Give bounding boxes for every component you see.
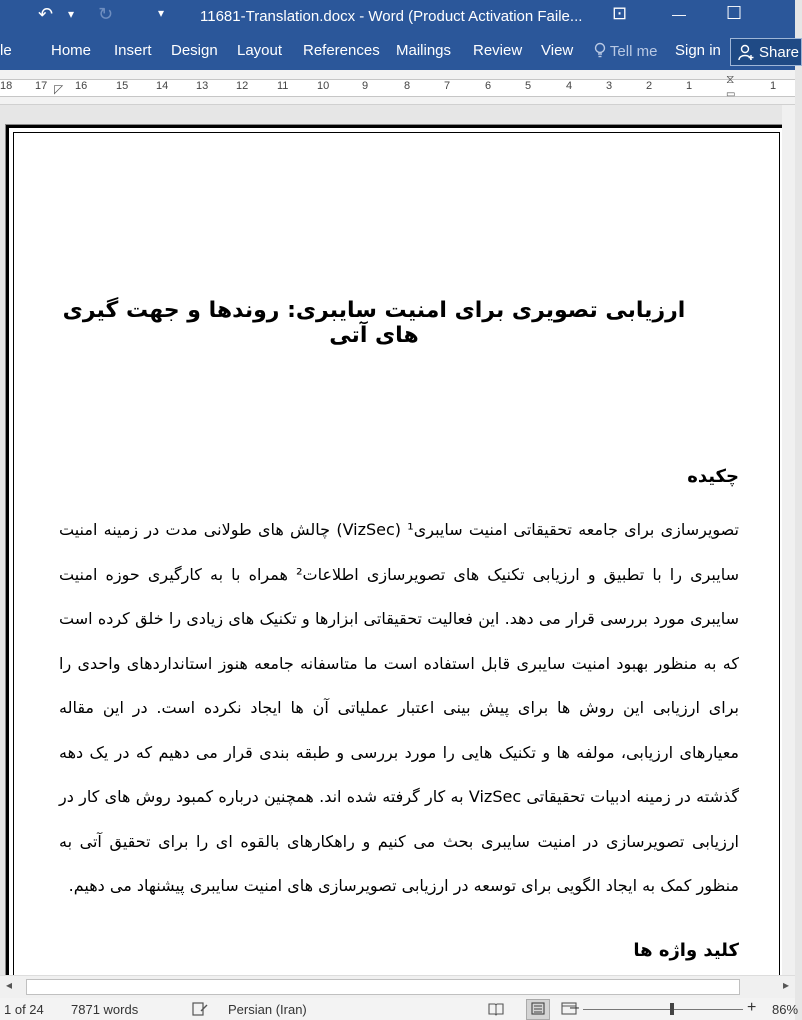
scroll-left-icon[interactable]: ◂	[6, 978, 13, 992]
minimize-icon[interactable]: —	[672, 6, 686, 22]
lightbulb-icon	[594, 42, 606, 58]
language-indicator[interactable]: Persian (Iran)	[228, 1002, 307, 1017]
horizontal-scroll-thumb[interactable]	[26, 979, 740, 995]
ruler-number: 6	[485, 80, 492, 92]
tab-view[interactable]: View	[541, 42, 574, 59]
share-label: Share	[759, 44, 800, 61]
document-heading: ارزیابی تصویری برای امنیت سایبری: روندها و جهت گیری های آتی	[62, 298, 686, 348]
ruler-number: 9	[362, 80, 369, 92]
person-icon	[737, 43, 755, 61]
ribbon-display-options-icon[interactable]: ⊡	[612, 3, 628, 23]
scroll-right-icon[interactable]: ▸	[783, 978, 790, 992]
ruler-number: 11	[277, 80, 289, 92]
ruler-number: 4	[566, 80, 573, 92]
read-mode-icon[interactable]	[488, 1002, 504, 1018]
sign-in-link[interactable]: Sign in	[675, 42, 721, 59]
vertical-scrollbar[interactable]	[782, 105, 795, 975]
ruler-number: 8	[404, 80, 411, 92]
undo-dropdown-icon[interactable]: ▾	[68, 7, 75, 21]
zoom-level[interactable]: 86%	[772, 1002, 799, 1017]
ruler-number: 13	[196, 80, 209, 92]
horizontal-scrollbar[interactable]	[0, 975, 795, 998]
ruler-number: 10	[317, 80, 330, 92]
tab-file[interactable]: le	[0, 42, 12, 59]
zoom-out-icon[interactable]: –	[570, 999, 579, 1016]
zoom-in-icon[interactable]: +	[747, 999, 757, 1016]
document-area[interactable]	[0, 105, 795, 975]
ruler-number: 12	[236, 80, 249, 92]
page-count[interactable]: 1 of 24	[4, 1002, 44, 1017]
ruler-number: 16	[75, 80, 88, 92]
tab-references[interactable]: References	[303, 42, 380, 59]
ruler-number: 15	[116, 80, 129, 92]
left-indent-marker[interactable]: ◸	[54, 82, 64, 96]
ruler-number: 7	[444, 80, 451, 92]
tab-review[interactable]: Review	[473, 42, 523, 59]
first-line-indent-marker[interactable]: ⧖	[726, 72, 735, 86]
tell-me-label: Tell me	[609, 43, 658, 60]
zoom-slider-track[interactable]	[583, 1009, 743, 1010]
maximize-icon[interactable]: ☐	[726, 3, 743, 23]
tab-design[interactable]: Design	[171, 42, 218, 59]
right-indent-marker[interactable]: ▭	[726, 89, 736, 100]
proofing-icon[interactable]	[192, 1002, 208, 1019]
ruler-number: 14	[156, 80, 169, 92]
tab-insert[interactable]: Insert	[114, 42, 152, 59]
tab-home[interactable]: Home	[51, 42, 92, 59]
ruler-number: 2	[646, 80, 653, 92]
status-bar	[0, 998, 799, 1020]
abstract-paragraph: تصویرسازی برای جامعه تحقیقاتی امنیت سایبری¹ (VizSec) چالش های طولانی مدت در زمینه امنیت سایبری را با تطبیق و ارزیابی تکنیک های تصویرسازی اطلاعات² همراه با به کارگیری حوزه امنیت سایبری مورد بررسی قرار می دهد. این فعالیت تحقیقاتی ابزارها و تکنیک های زیادی را خلق کرده است که به منظور بهبود امنیت سایبری قابل استفاده است ما متاسفانه جامعه هنوز استانداردهای واحدی را برای ارزیابی این روش ها برای پیش بینی اعتبار عملیاتی آن ها ایجاد نکرده است. در این مقاله معیارهای ارزیابی، مولفه ها و تکنیک هایی را مورد بررسی و طبقه بندی قرار می دهیم که در یک دهه گذشته در زمینه ادبیات تحقیقاتی VizSec به کار گرفته شده اند. همچنین درباره کمبود روش های کار در ارزیابی تصویرسازی در امنیت سایبری بحث می کنیم و راهکارهای بالقوه ای را برای تحقیق آتی به منظور کمک به ایجاد الگویی برای توسعه در ارزیابی تصویرسازی های امنیت سایبری پیشنهاد می دهیم.	[59, 520, 740, 895]
horizontal-ruler[interactable]	[0, 70, 795, 105]
document-page[interactable]	[6, 125, 790, 992]
tab-layout[interactable]: Layout	[237, 42, 283, 59]
ruler-number: 18	[0, 80, 13, 92]
abstract-title: چکیده	[687, 466, 739, 487]
window-title: 11681-Translation.docx - Word (Product Activation Faile...	[200, 8, 583, 25]
share-button[interactable]	[730, 38, 802, 66]
undo-icon[interactable]: ↶	[38, 4, 54, 24]
tab-mailings[interactable]: Mailings	[396, 42, 452, 59]
ruler-number: 1	[686, 80, 693, 92]
print-layout-icon[interactable]	[526, 999, 550, 1020]
ruler-number: 17	[35, 80, 48, 92]
zoom-slider-thumb[interactable]	[670, 1003, 674, 1015]
redo-icon: ↻	[98, 4, 114, 24]
word-count[interactable]: 7871 words	[71, 1002, 139, 1017]
title-bar	[0, 0, 795, 32]
ruler-number: 1	[770, 80, 777, 92]
keywords-title: کلید واژه ها	[633, 940, 739, 961]
customize-toolbar-icon[interactable]: ▾	[158, 6, 165, 20]
tell-me-box[interactable]	[594, 42, 657, 60]
ruler-number: 3	[606, 80, 613, 92]
ribbon-tabs	[0, 32, 795, 70]
ruler-number: 5	[525, 80, 532, 92]
